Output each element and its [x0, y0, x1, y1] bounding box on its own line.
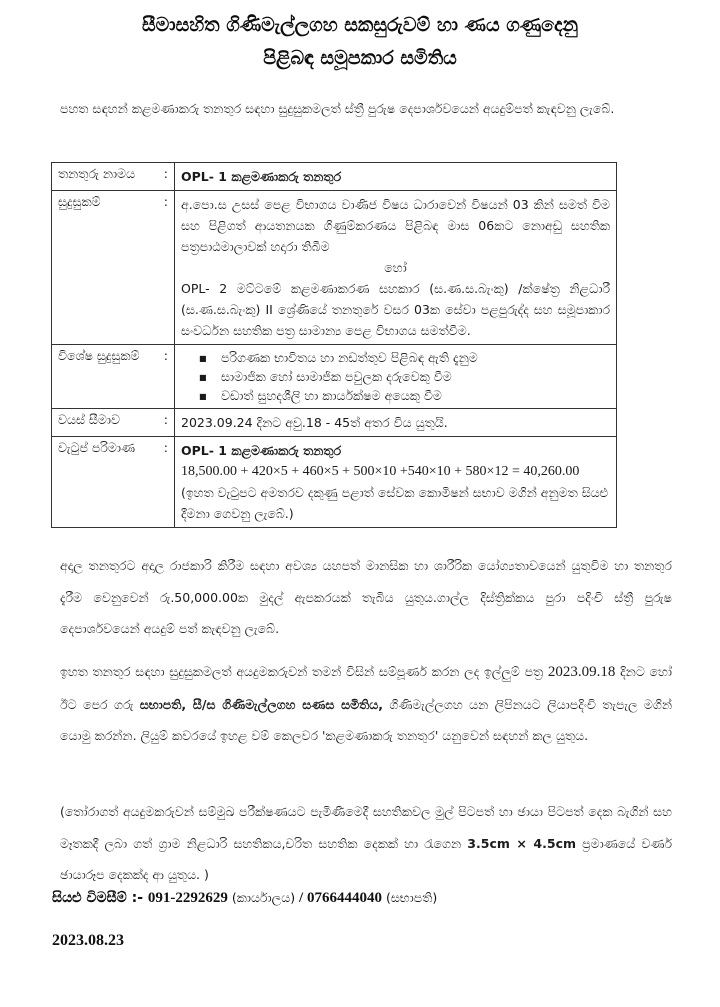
table-row-special-qualifications: [52, 345, 617, 409]
colon: :: [163, 412, 168, 427]
document-title-line1: සීමාසහිත ගිණිමැල්ලගහ සකසුරුවම් හා ණය ගණුදෙනු: [142, 14, 578, 36]
salary-title: OPL- 1 කළමණාකරු තනතුර: [181, 443, 342, 458]
vacancy-details-table: [51, 162, 617, 528]
special-qualifications-label: විශේෂ සුදුසුකම්: [58, 348, 140, 363]
office-phone: 091-2292629: [147, 890, 228, 906]
colon: :: [163, 440, 168, 455]
chairman-phone-label: (සභාපති): [381, 890, 438, 905]
documents-text-a: (තෝරාගත් අයදුමකරුවන් සම්මුඛ පරීක්ෂණයට පැමිණීමෙදී සහතිකවල මුල් පිටපත් හා ඡායා පිටපත් දෙක බැගින් සහ මෑතකදී ලබා ගත් ග්‍රාම නිළධාරි සහතිකය,චරිත සහතික දෙකක් හා රැගෙන: [60, 804, 672, 851]
table-row-qualifications: [52, 191, 617, 345]
qualification-option-1: අ.පො.ස උසස් පෙළ විභාගය වාණිජ විෂය ධාරාවෙන් විෂයන් 03 කින් සමත් විම සහ පිළිගත් ආයතනයක ගිණුම්කරණය පිළිබඳ මාස 06කට නොඅඩු සහතික පත්‍රපාඨමාලාවක් හදාරා තිබීම: [181, 197, 610, 254]
special-qualifications-list: [181, 348, 610, 405]
qualification-or: හෝ: [384, 260, 407, 275]
colon: :: [163, 166, 168, 181]
salary-value: [175, 437, 617, 528]
instructions-text-c: ගිණිමැල්ලගහ යන ලිපිනයට ලියාපදිංචි තැපැල මගින් යොමු කරන්න. ලියුම් කවරයේ ඉහළ වම් කෙලවර 'කළමණාකරු තනතුර' යනුවෙන් සඳහන් කල යුතුය.: [60, 696, 672, 743]
post-name-label-cell: [52, 163, 175, 191]
list-item: ■ පරිගණක භාවිතය හා නඩත්තුව පිළිබඳ ඇති දැනුම: [221, 348, 610, 367]
post-name-label: තනතුරු නාමය: [58, 166, 136, 181]
address-bold: සභාපති, සී/ස ගිණිමැල්ලගහ සණස සමිතිය,: [139, 696, 383, 712]
contact-line: [52, 890, 437, 907]
chairman-phone: 0766444040: [306, 890, 382, 906]
instructions-text-b: දිනට හෝ ඊට පෙර ගරු: [60, 664, 672, 712]
qualification-option-2: OPL- 2 මට්ටමේ කළමණාකරණ සහකාර (ස.ණ.ස.බැංකු) /ක්ෂේත්‍ර නිළධාරී (ස.ණ.ස.බැංකු) II ශ්‍රේණියේ තනතුරේ වසර 03ක සේවා පළපුරුද්ද සහ සමූපාකාර සංවර්ධන සහතික පත්‍ර සාමාන්‍ය පෙළ විභාගය සමත්වීම.: [181, 281, 610, 338]
special-qualifications-label-cell: [52, 345, 175, 409]
list-item: ■ වඩාත් සුහදශීලි හා කාර්යක්ෂම අයෙකු වීම: [221, 386, 610, 405]
table-row-age-limit: [52, 409, 617, 437]
colon: :: [163, 348, 168, 363]
qualifications-label-cell: [52, 191, 175, 345]
closing-date: 2023.09.18: [547, 664, 616, 680]
photo-size: 3.5cm × 4.5cm: [467, 835, 576, 851]
special-qualifications-value: [175, 345, 617, 409]
table-row-salary: [52, 437, 617, 528]
colon: :: [163, 194, 168, 209]
qualifications-label: සුදුසුකම්: [58, 194, 101, 209]
table-row-post-name: [52, 163, 617, 191]
age-limit-label-cell: [52, 409, 175, 437]
office-phone-label: (කාර්යාලය): [227, 890, 300, 905]
contact-label: සියළු විමසීම් :-: [52, 890, 148, 906]
application-instructions-paragraph: [60, 656, 672, 752]
qualifications-value: [175, 191, 617, 345]
documents-text-b: ප්‍රමාණයේ වර්ණ ඡායාරූප දෙකක්ද ආ යුතුය. ): [60, 835, 672, 882]
salary-label-cell: [52, 437, 175, 528]
salary-formula: 18,500.00 + 420×5 + 460×5 + 500×10 +540×10 + 580×12 = 40,260.00: [181, 464, 580, 479]
age-limit-value: 2023.09.24 දිනට අවු.18 - 45ත් අතර විය යුතුයි.: [175, 409, 617, 437]
salary-label: වැටුප් පරිමාණ: [58, 440, 136, 455]
list-item: ■ සාමාජික හෝ සාමාජික පවුලක දරුවෙකු වීම: [221, 367, 610, 386]
interview-documents-paragraph: [60, 796, 672, 891]
document-title-line2: පිළිබඳ සමූපකාර සමිතිය: [263, 47, 457, 69]
intro-paragraph: පහත සඳහන් කළමණාකරු තනතුර සඳහා සුදුසුකමලත් ස්ත්‍රී පුරුෂ දෙපාර්ශවයෙන් අයදුම්පත් කැඳවනු ලැබේ.: [60, 101, 615, 116]
document-date: 2023.08.23: [52, 932, 124, 949]
instructions-text-a: ඉහත තනතුර සඳහා සුදුසුකමලත් අයදුමකරුවන් තමන් විසින් සම්පූර්ණ කරන ලද ඉල්ලුම් පත්‍ර: [60, 664, 548, 679]
conditions-paragraph: අදාල තනතුරට අදාල රාජකාරි කිරීම සඳහා අවශ්‍ය යහපත් මානසික හා ශාරීරික යෝග්‍යතාවයෙන් යුතුවිම හා තනතුර දැරීම වෙනුවෙන් රු.50,000.00ක මුදල් ඇපකරයක් තැබිය යුතුය.ගාල්ල දිස්ත්‍රික්කය පුරා පදිංචි ස්ත්‍රී පුරුෂ දෙපාර්ශවයෙන් අයදුම් පත් කැඳවනු ලැබේ.: [60, 558, 672, 636]
phone-separator: /: [299, 890, 307, 906]
salary-note: (ඉහත වැටුපට අමතරව දකුණු පළාත් සේවක කොමිෂන් සභාව මගින් අනුමත සියළු දීමනා ගෙවනු ලැබේ.): [181, 485, 609, 521]
age-limit-label: වයස් සීමාව: [58, 412, 121, 427]
post-name-value: OPL- 1 කළමණාකරු තනතුර: [175, 163, 617, 191]
